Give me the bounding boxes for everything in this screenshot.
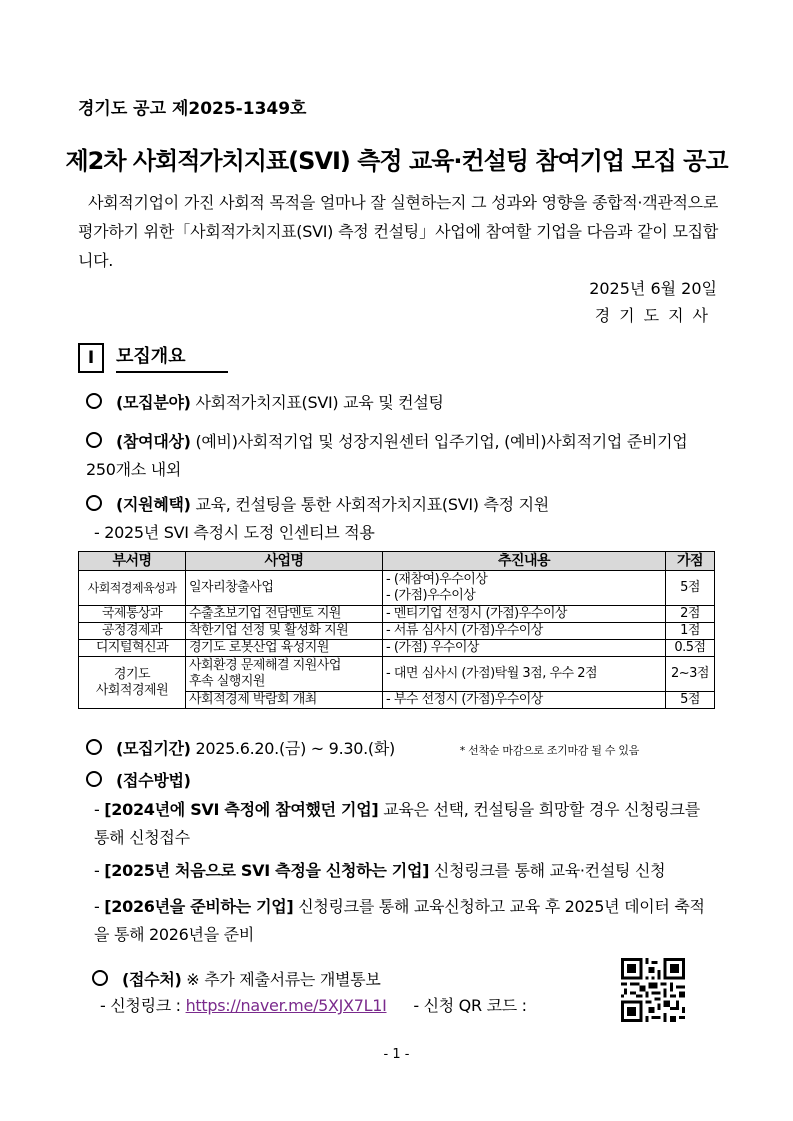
header-dept: 부서명 (79, 552, 186, 571)
cell-biz: 수출초보기업 전담멘토 지원 (186, 606, 383, 623)
qr-label: - 신청 QR 코드 : (413, 996, 527, 1015)
section-header (78, 342, 228, 374)
period-note: * 선착순 마감으로 조기마감 될 수 있음 (459, 744, 640, 757)
cell-biz: 일자리창출사업 (186, 571, 383, 606)
item-label: (지원혜택) (116, 495, 191, 514)
dash-bold: [2024년에 SVI 측정에 참여했던 기업] (104, 800, 379, 819)
dept-line: 경기도 (113, 666, 151, 682)
cell-content: - 서류 심사시 (가점)우수이상 (383, 623, 666, 640)
item-label: (접수방법) (116, 771, 191, 790)
table-row (79, 623, 715, 640)
item-field (86, 389, 718, 417)
section-number: Ⅰ (78, 343, 104, 373)
table-row (79, 571, 715, 606)
cell-points: 5점 (666, 692, 715, 709)
dash-bold: [2026년을 준비하는 기업] (104, 897, 294, 916)
cell-biz: 착한기업 선정 및 활성화 지원 (186, 623, 383, 640)
cell-content (383, 571, 666, 606)
circle-bullet-icon (86, 432, 102, 448)
cell-content: - 부수 선정시 (가점)우수이상 (383, 692, 666, 709)
cell-points: 1점 (666, 623, 715, 640)
item-period (86, 735, 718, 765)
circle-bullet-icon (86, 495, 102, 511)
method-dash-3: - [2026년을 준비하는 기업] 신청링크를 통해 교육신청하고 교육 후 2025년 데이터 축적을 통해 2026년을 준비 (94, 897, 705, 944)
item-text: 교육, 컨설팅을 통한 사회적가치지표(SVI) 측정 지원 (195, 495, 549, 514)
cell-points: 2~3점 (666, 657, 715, 692)
notice-number: 경기도 공고 제2025-1349호 (78, 99, 307, 119)
benefit-sub: - 2025년 SVI 측정시 도정 인센티브 적용 (94, 523, 375, 542)
dash-text: 신청링크를 통해 교육신청하고 교육 후 2025년 데이터 축적을 통해 2026년을 준비 (94, 897, 705, 944)
circle-bullet-icon (92, 970, 108, 986)
intro-text: 사회적기업이 가진 사회적 목적을 얼마나 잘 실현하는지 그 성과와 영향을 종합적·객관적으로 평가하기 위한「사회적가치지표(SVI) 측정 컨설팅」사업에 참여할 기업을 다음과 같이 모집합니다. (78, 193, 718, 270)
table-header-row (79, 552, 715, 571)
content-line: - (가점)우수이상 (386, 588, 476, 603)
cell-content: - (가점) 우수이상 (383, 640, 666, 657)
item-label: (접수처) (122, 970, 182, 989)
header-points: 가점 (666, 552, 715, 571)
cell-dept: 사회적경제육성과 (79, 571, 186, 606)
cell-biz: 경기도 로봇산업 육성지원 (186, 640, 383, 657)
item-text: (예비)사회적기업 및 성장지원센터 입주기업, (예비)사회적기업 준비기업 250개소 내외 (86, 432, 688, 479)
item-label: (모집분야) (116, 393, 191, 412)
notice-date: 2025년 6월 20일 (589, 279, 717, 298)
page-number: - 1 - (383, 1047, 410, 1062)
organization: 경기도지사 (594, 306, 717, 325)
cell-dept: 공정경제과 (79, 623, 186, 640)
place-note: ※ 추가 제출서류는 개별통보 (186, 970, 381, 989)
intro-paragraph (78, 188, 718, 275)
table-row (79, 640, 715, 657)
cell-points: 5점 (666, 571, 715, 606)
qr-code-icon[interactable] (621, 958, 685, 1022)
dash-bold: [2025년 처음으로 SVI 측정을 신청하는 기업] (104, 861, 430, 880)
section-title: 모집개요 (116, 343, 228, 373)
cell-points: 2점 (666, 606, 715, 623)
biz-line: 사회환경 문제해결 지원사업 (189, 658, 341, 673)
content-line: - (재참여)우수이상 (386, 572, 488, 587)
item-text: 2025.6.20.(금) ~ 9.30.(화) (195, 739, 395, 758)
cell-dept (79, 657, 186, 709)
item-text: 사회적가치지표(SVI) 교육 및 컨설팅 (195, 393, 444, 412)
circle-bullet-icon (86, 771, 102, 787)
table-row (79, 606, 715, 623)
dept-line: 사회적경제원 (95, 682, 169, 698)
dash-text: 교육은 선택, 컨설팅을 희망할 경우 신청링크를 통해 신청접수 (94, 800, 700, 847)
cell-content: - 멘티기업 선정시 (가점)우수이상 (383, 606, 666, 623)
application-link[interactable]: https://naver.me/5XJX7L1I (185, 996, 387, 1015)
table-row (79, 657, 715, 692)
item-benefit (86, 491, 718, 519)
dash-text: 신청링크를 통해 교육·컨설팅 신청 (433, 861, 666, 880)
cell-biz (186, 657, 383, 692)
cell-dept: 디지털혁신과 (79, 640, 186, 657)
link-label: - 신청링크 : (100, 996, 181, 1015)
header-content: 추진내용 (383, 552, 666, 571)
method-dash-1: - [2024년에 SVI 측정에 참여했던 기업] 교육은 선택, 컨설팅을 희망할 경우 신청링크를 통해 신청접수 (94, 800, 700, 847)
cell-points: 0.5점 (666, 640, 715, 657)
item-method (86, 767, 718, 795)
cell-content: - 대면 심사시 (가점)탁월 3점, 우수 2점 (383, 657, 666, 692)
circle-bullet-icon (86, 739, 102, 755)
method-dash-2: - [2025년 처음으로 SVI 측정을 신청하는 기업] 신청링크를 통해 교육·컨설팅 신청 (94, 861, 666, 880)
item-target (86, 428, 718, 484)
page-title: 제2차 사회적가치지표(SVI) 측정 교육·컨설팅 참여기업 모집 공고 (65, 147, 728, 175)
cell-dept: 국제통상과 (79, 606, 186, 623)
incentive-table (78, 551, 715, 709)
circle-bullet-icon (86, 393, 102, 409)
biz-line: 후속 실행지원 (189, 674, 265, 689)
place-link-row (100, 992, 600, 1020)
cell-biz: 사회적경제 박람회 개최 (186, 692, 383, 709)
item-label: (참여대상) (116, 432, 191, 451)
header-biz: 사업명 (186, 552, 383, 571)
item-label: (모집기간) (116, 739, 191, 758)
